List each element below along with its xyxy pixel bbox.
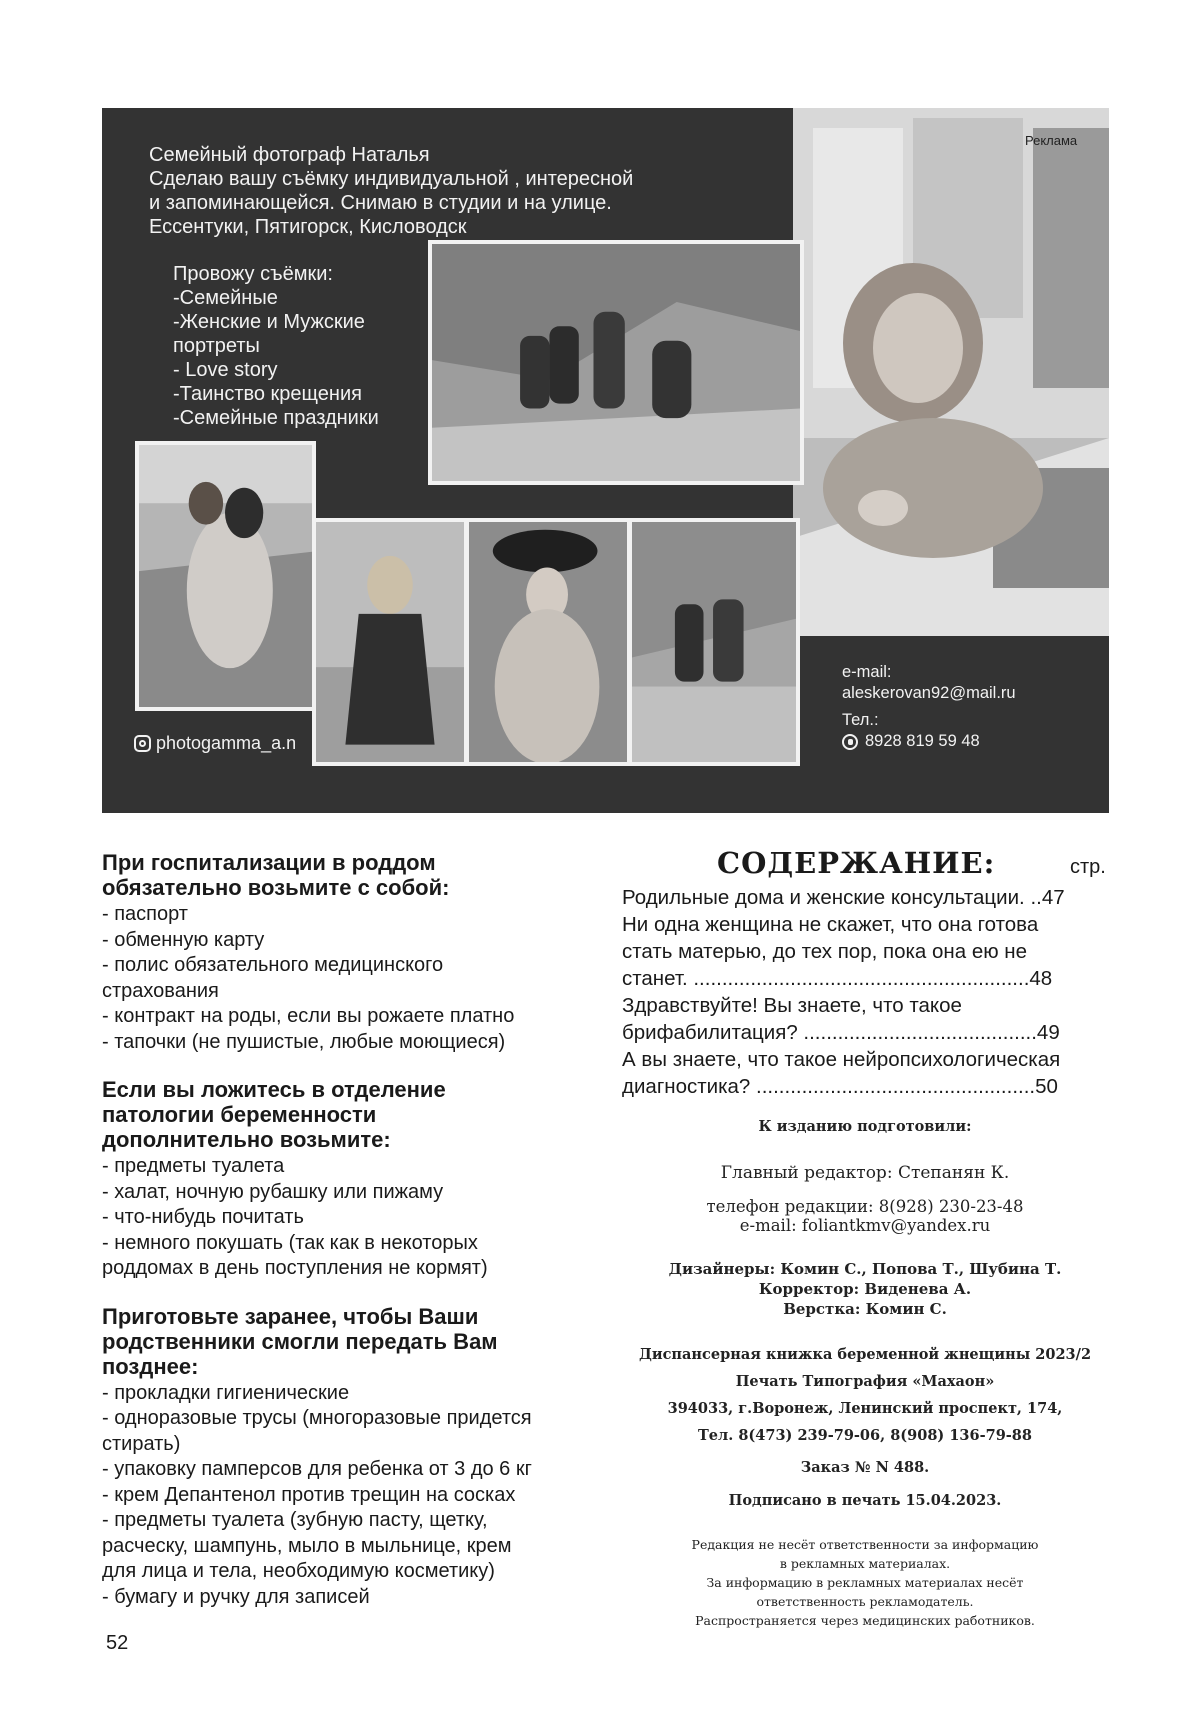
list-item: - немного покушать (так как в некоторых: [102, 1231, 478, 1254]
ad-contacts: [842, 662, 1016, 752]
section-heading: [102, 1077, 602, 1152]
list-item: - упаковку памперсов для ребенка от 3 до 6 кг: [102, 1458, 532, 1480]
phone-row: [842, 731, 1016, 752]
service-item: -Женские и Мужские: [173, 311, 365, 333]
email-address[interactable]: aleskerovan92@mail.ru: [842, 684, 1016, 702]
toc: [622, 846, 1112, 1100]
toc-line: стать матерью, до тех пор, пока она ею не: [622, 940, 1028, 963]
photo-two-kids: [628, 518, 800, 766]
list-item: - что-нибудь почитать: [102, 1206, 304, 1228]
list-item: для лица и тела, необходимую косметику): [102, 1560, 495, 1582]
heading-line: дополнительно возьмите:: [102, 1127, 391, 1152]
imprint-tel: Тел. 8(473) 239-79-06, 8(908) 136-79-88: [697, 1427, 1032, 1444]
email-label: e-mail:: [842, 663, 892, 681]
imprint-email: e-mail: foliantkmv@yandex.ru: [739, 1216, 991, 1235]
list-item: роддомах в день поступления не кормят): [102, 1257, 488, 1279]
service-item: портреты: [173, 335, 260, 357]
list-item: - бумагу и ручку для записей: [102, 1585, 370, 1608]
list-item: - обменную карту: [102, 928, 265, 951]
imprint-order: Заказ № N 488.: [800, 1459, 930, 1476]
service-item: -Семейные: [173, 287, 278, 309]
photo-woman-hat: [465, 518, 631, 766]
list-item: - тапочки (не пушистые, любые моющиеся): [102, 1030, 506, 1053]
checklist-pathology: [102, 1154, 602, 1282]
toc-header: [622, 846, 1112, 884]
photo-girl-window: [793, 108, 1109, 636]
ad-label: Реклама: [1025, 133, 1078, 148]
list-item: - паспорт: [102, 903, 188, 925]
imprint-designers: Дизайнеры: Комин С., Попова Т., Шубина Т.: [668, 1260, 1062, 1278]
toc-line: А вы знаете, что такое нейропсихологическая: [622, 1048, 1061, 1071]
ad-intro-line: Семейный фотограф Наталья: [149, 144, 430, 166]
section-heading: [102, 1304, 602, 1379]
list-item: - предметы туалета: [102, 1155, 285, 1177]
disclaimer-line: Распространяется через медицинских работников.: [695, 1613, 1035, 1628]
imprint-print: Печать Типография «Махаон»: [735, 1373, 995, 1390]
imprint-prepared: К изданию подготовили:: [758, 1118, 972, 1135]
list-item: расческу, шампунь, мыло в мыльнице, крем: [102, 1534, 512, 1557]
photo-couple: [135, 441, 316, 711]
list-item: стирать): [102, 1432, 181, 1455]
imprint-phone: телефон редакции: 8(928) 230-23-48: [706, 1197, 1024, 1216]
imprint-address: 394033, г.Воронеж, Ленинский проспект, 174,: [667, 1400, 1063, 1417]
ad-intro: [149, 143, 749, 239]
ad-intro-line: и запоминающейся. Снимаю в студии и на улице.: [149, 192, 612, 214]
toc-line: Здравствуйте! Вы знаете, что такое: [622, 994, 962, 1017]
service-item: -Семейные праздники: [173, 407, 379, 429]
left-column: [102, 850, 602, 1610]
toc-line[interactable]: диагностика? .................................................50: [622, 1075, 1058, 1098]
list-item: - предметы туалета (зубную пасту, щетку,: [102, 1509, 488, 1531]
list-item: - прокладки гигиенические: [102, 1381, 350, 1404]
checklist-prepare: [102, 1381, 602, 1611]
imprint-book: Диспансерная книжка беременной жнещины 2023/2: [638, 1346, 1092, 1363]
heading-line: Приготовьте заранее, чтобы Ваши: [102, 1303, 479, 1329]
service-item: - Love story: [173, 359, 278, 381]
whatsapp-icon: [842, 734, 858, 750]
ad-services: [173, 262, 433, 430]
list-item: - халат, ночную рубашку или пижаму: [102, 1180, 444, 1203]
imprint-corrector: Корректор: Виденева А.: [758, 1280, 972, 1298]
disclaimer-line: Редакция не несёт ответственности за информацию: [691, 1537, 1039, 1552]
ad-intro-line: Ессентуки, Пятигорск, Кисловодск: [149, 216, 467, 238]
heading-line: обязательно возьмите с собой:: [102, 875, 450, 900]
section-heading: [102, 850, 602, 900]
checklist-hospital: [102, 902, 602, 1055]
heading-line: Если вы ложитесь в отделение: [102, 1077, 446, 1102]
phone-label: Тел.:: [842, 711, 879, 729]
imprint-editor: Главный редактор: Степанян К.: [720, 1163, 1010, 1183]
heading-line: родственники смогли передать Вам: [102, 1328, 498, 1354]
list-item: - крем Депантенол против трещин на сосках: [102, 1483, 516, 1506]
instagram-name[interactable]: photogamma_a.n: [156, 733, 297, 753]
toc-line: Ни одна женщина не скажет, что она готова: [622, 913, 1039, 936]
list-item: - полис обязательного медицинского: [102, 954, 444, 976]
toc-title: СОДЕРЖАНИЕ:: [717, 846, 996, 880]
toc-line[interactable]: станет. ...........................................................48: [622, 967, 1053, 990]
photo-family-hill: [428, 240, 804, 485]
heading-line: патологии беременности: [102, 1102, 377, 1127]
toc-line[interactable]: брифабилитация? .........................................49: [622, 1021, 1060, 1044]
list-item: - контракт на роды, если вы рожаете платно: [102, 1005, 515, 1027]
list-item: - одноразовые трусы (многоразовые придется: [102, 1407, 532, 1429]
disclaimer-line: ответственность рекламодатель.: [756, 1594, 974, 1609]
ad-intro-line: Сделаю вашу съёмку индивидуальной , интересной: [149, 168, 634, 190]
phone-number[interactable]: 8928 819 59 48: [865, 732, 980, 750]
disclaimer-line: За информацию в рекламных материалах несёт: [706, 1575, 1024, 1590]
toc-page-label: стр.: [1070, 856, 1106, 878]
heading-line: позднее:: [102, 1353, 199, 1379]
imprint-signed: Подписано в печать 15.04.2023.: [728, 1492, 1002, 1509]
heading-line: При госпитализации в роддом: [102, 850, 436, 875]
photo-girl-coat: [312, 518, 468, 766]
instagram-icon: [134, 735, 151, 752]
imprint-disclaimer: [620, 1535, 1110, 1630]
imprint: [620, 1118, 1110, 1630]
services-title: Провожу съёмки:: [173, 263, 333, 285]
imprint-layout: Верстка: Комин С.: [783, 1300, 947, 1318]
instagram-handle: [134, 733, 296, 754]
list-item: страхования: [102, 979, 219, 1002]
page-number: 52: [106, 1632, 129, 1654]
toc-line[interactable]: Родильные дома и женские консультации. ..47: [622, 886, 1065, 909]
disclaimer-line: в рекламных материалах.: [779, 1556, 951, 1571]
service-item: -Таинство крещения: [173, 383, 362, 405]
